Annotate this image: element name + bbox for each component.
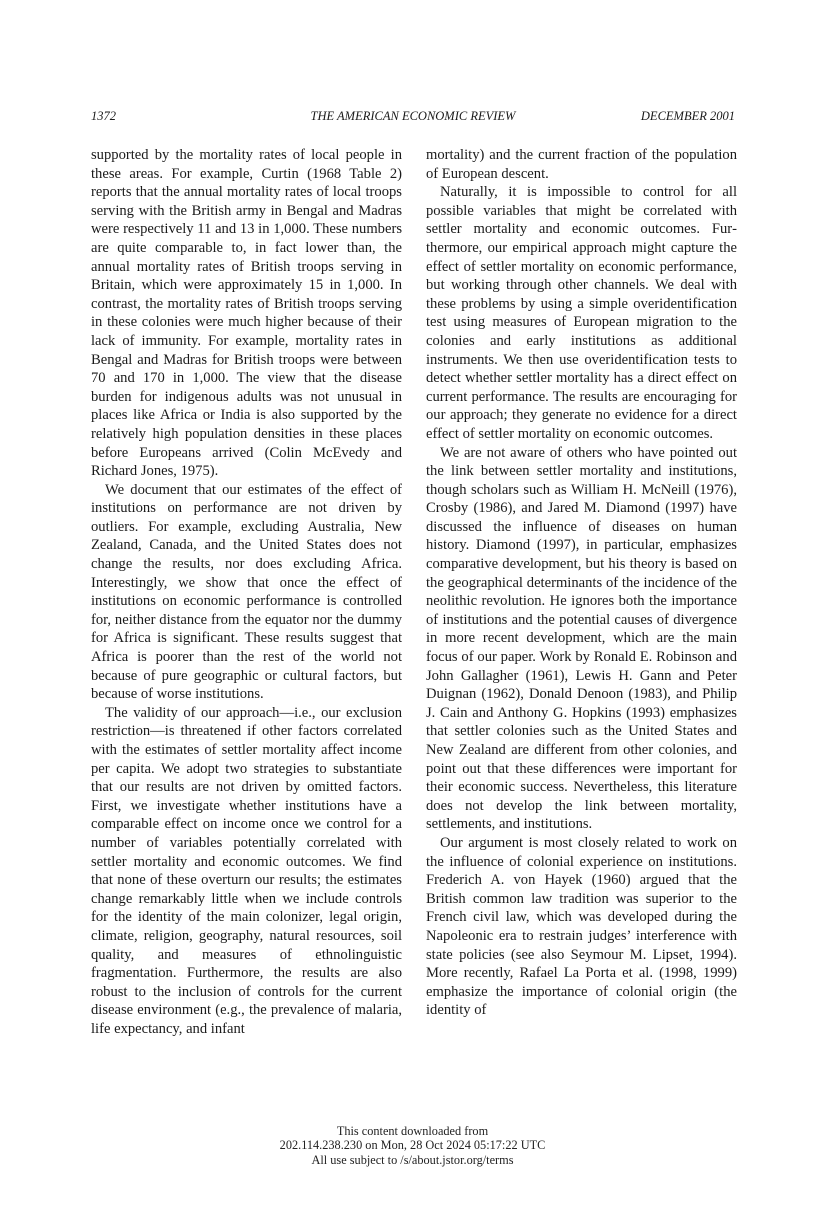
- paragraph: mortality) and the current fraction of the population of European descent.: [426, 147, 737, 182]
- download-notice-line: 202.114.238.230 on Mon, 28 Oct 2024 05:17:22 UTC: [279, 1138, 546, 1153]
- left-column: [91, 146, 402, 1039]
- paragraph: We document that our estimates of the effect of institutions on performance are not driven by outliers. For example, excluding Australia, New Zealand, Canada, and the United States does not change the results, nor does excluding Africa. Interestingly, we show that once the effect of institutions on economic performance is controlled for, neither distance from the equator nor the dummy for Africa is significant. These results suggest that Africa is poorer than the rest of the world not because of pure geographic or cultural factors, but because of worse institutions.: [91, 481, 402, 703]
- running-header: [91, 109, 735, 127]
- download-notice: [0, 1124, 825, 1167]
- journal-title: THE AMERICAN ECONOMIC REVIEW: [310, 109, 516, 123]
- right-column: [426, 146, 737, 1020]
- paragraph: We are not aware of others who have pointed out the link between settler mortality and institutions, though scholars such as William H. McNeill (1976), Crosby (1986), and Jared M. Diamond (1997) have discussed the influence of diseases on human history. Diamond (1997), in particular, emphasizes comparative development, but his theory is based on the geographical determinants of the incidence of the neolithic revolution. He ignores both the importance of institutions and the potential causes of divergence in more recent development, which are the main focus of our paper. Work by Ronald E. Robinson and John Gallagher (1961), Lewis H. Gann and Peter Duignan (1962), Donald Denoon (1983), and Philip J. Cain and Anthony G. Hopkins (1993) emphasizes that settler colonies such as the United States and New Zealand are different from other colonies, and point out that these differences were important for their economic success. Nevertheless, this literature does not develop the link between mortality, settlements, and institutions.: [426, 444, 737, 833]
- page-number: 1372: [91, 109, 116, 123]
- paragraph: supported by the mortality rates of local people in these areas. For example, Curtin (1968 Table 2) reports that the annual mortality rates of local troops serving with the British army in Bengal and Madras were respectively 11 and 13 in 1,000. These numbers are quite comparable to, in fact lower than, the annual mortality rates of British troops serving in Britain, which were approximately 15 in 1,000. In contrast, the mortality rates of British troops serving in these colonies were much higher because of their lack of immunity. For example, mortality rates in Bengal and Madras for British troops were between 70 and 170 in 1,000. The view that the disease burden for indigenous adults was not unusual in places like Africa or India is also supported by the relatively high population densities in these places before Europeans arrived (Colin McEvedy and Richard Jones, 1975).: [91, 147, 402, 480]
- paragraph: The validity of our approach—i.e., our exclusion restriction—is threatened if other factors correlated with the estimates of settler mortality affect income per capita. We adopt two strategies to substantiate that our results are not driven by omitted factors. First, we investigate whether institutions have a comparable effect on income once we control for a number of variables potentially correlated with settler mortality and economic outcomes. We find that none of these overturn our results; the estimates change remarkably little when we include controls for the identity of the main colonizer, legal origin, climate, religion, geography, natural resources, soil quality, and measures of ethnolinguistic fragmentation. Furthermore, the results are also robust to the inclusion of controls for the current disease environment (e.g., the prevalence of malaria, life expectancy, and infant: [91, 704, 402, 1037]
- terms-link[interactable]: All use subject to /s/about.jstor.org/terms: [311, 1152, 514, 1167]
- download-notice-line: This content downloaded from: [336, 1124, 489, 1138]
- issue-date: DECEMBER 2001: [640, 109, 735, 123]
- paragraph: Our argument is most closely related to work on the influence of colonial experience on institutions. Frederich A. von Hayek (1960) argued that the British common law tradition was superior to the French civil law, which was developed during the Napoleonic era to restrain judges’ interference with state policies (see also Seymour M. Lipset, 1994). More recently, Rafael La Porta et al. (1998, 1999) emphasize the importance of colonial origin (the identity of: [426, 834, 737, 1019]
- paragraph: Naturally, it is impossible to control for all possible variables that might be correlated with settler mortality and economic outcomes. Furthermore, our empirical approach might capture the effect of settler mortality on economic performance, but working through other channels. We deal with these problems by using a simple overidentification test using measures of European migration to the colonies and early institutions as additional instruments. We then use overidentification tests to detect whether settler mortality has a direct effect on current performance. The results are encouraging for our approach; they generate no evidence for a direct effect of settler mortality on economic outcomes.: [426, 184, 737, 442]
